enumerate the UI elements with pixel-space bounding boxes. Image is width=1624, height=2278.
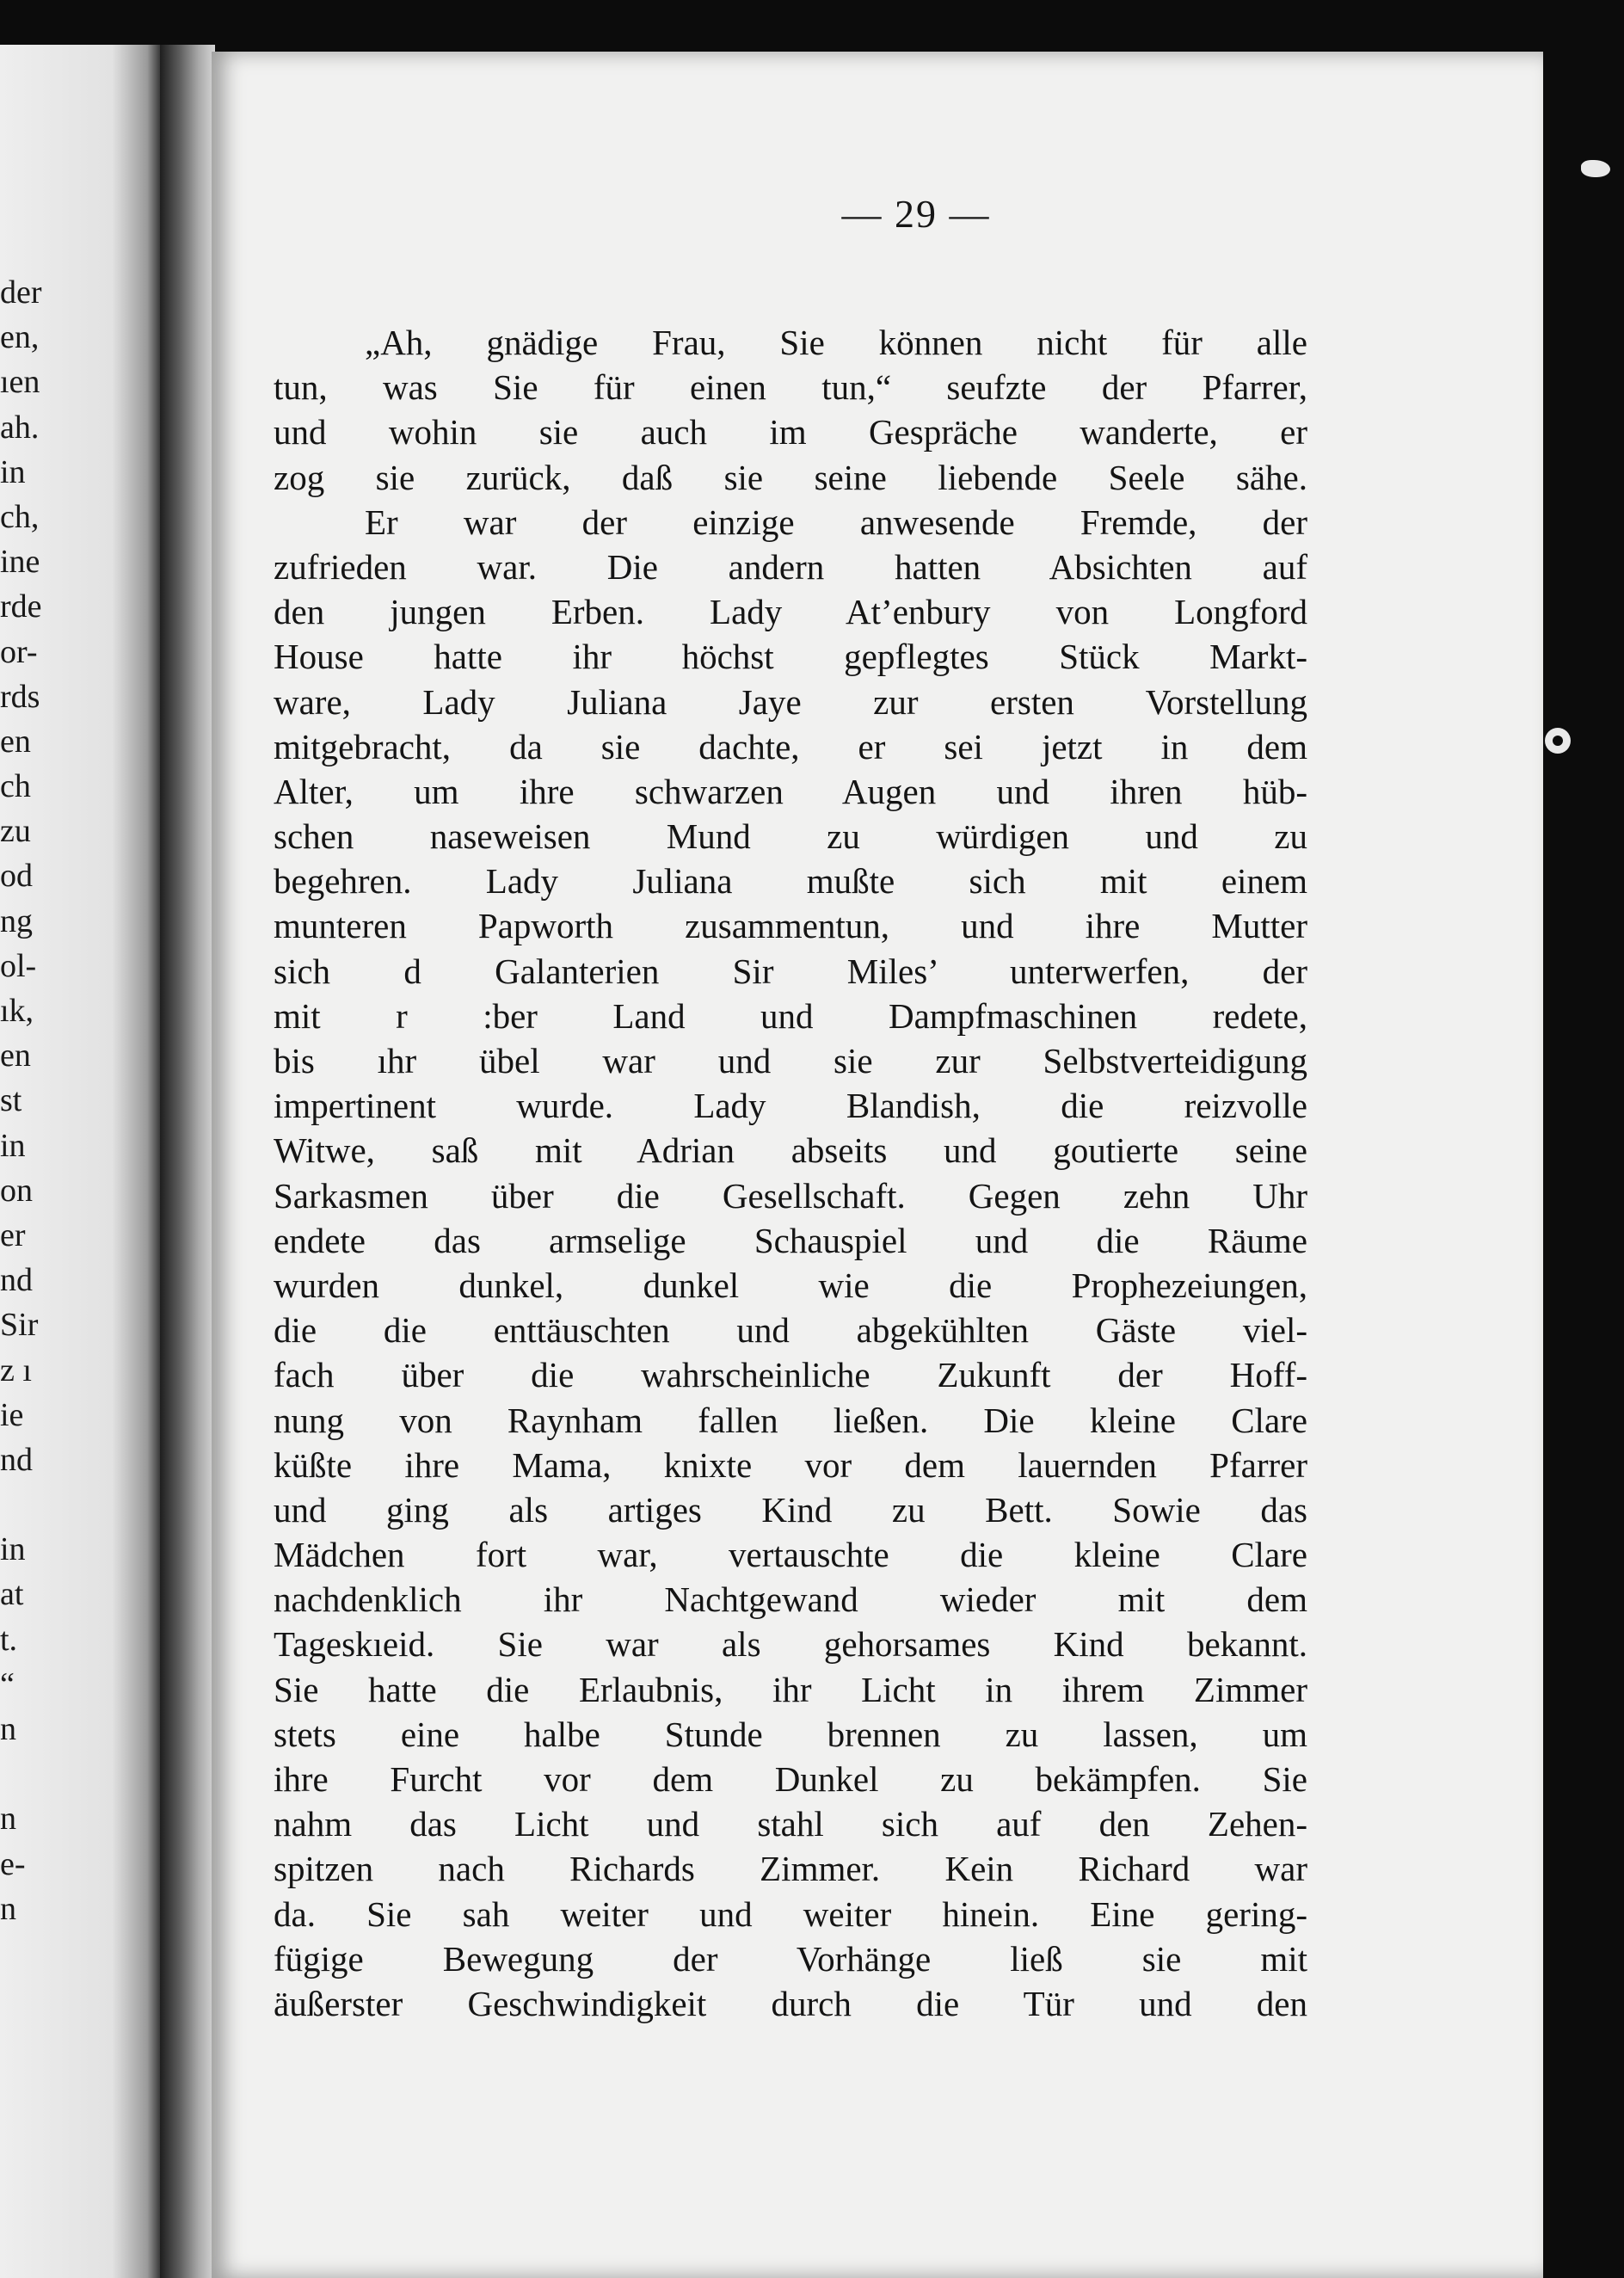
left-fragment-line: e-: [0, 1845, 26, 1882]
left-fragment-line: st: [0, 1082, 22, 1119]
text-line: da. Sie sah weiter und weiter hinein. Eine gering-: [274, 1893, 1307, 1934]
scan-speck-mark: [1581, 160, 1610, 177]
left-page-text-fragments: [0, 270, 42, 1931]
left-fragment-line: [0, 1482, 42, 1527]
text-line: mitgebracht, da sie dachte, er sei jetzt in dem: [274, 726, 1307, 767]
left-fragment-line: ol-: [0, 947, 37, 984]
text-line: Er war der einzige anwesende Fremde, der: [365, 502, 1307, 542]
text-line: stets eine halbe Stunde brennen zu lassen, um: [274, 1714, 1307, 1754]
left-fragment-line: ah.: [0, 409, 40, 446]
text-line: fach über die wahrscheinliche Zukunft der Hoff-: [274, 1355, 1307, 1395]
left-fragment-line: n: [0, 1801, 16, 1838]
left-fragment-line: ch: [0, 768, 31, 805]
left-fragment-line: n: [0, 1711, 16, 1747]
left-fragment-line: ık,: [0, 993, 34, 1029]
text-line: impertinent wurde. Lady Blandish, die reizvolle: [274, 1086, 1307, 1126]
left-fragment-line: rde: [0, 588, 42, 625]
text-line: nung von Raynham fallen ließen. Die kleine Clare: [274, 1400, 1307, 1440]
left-fragment-line: ch,: [0, 498, 40, 535]
left-fragment-line: ıen: [0, 364, 40, 401]
body-text: [274, 320, 1307, 2026]
text-line: „Ah, gnädige Frau, Sie können nicht für alle: [365, 323, 1307, 362]
text-line: Mädchen fort war, vertauschte die kleine Clare: [274, 1535, 1307, 1575]
left-fragment-line: od: [0, 858, 33, 895]
scan-right-border: [1543, 45, 1624, 2278]
text-line: tun, was Sie für einen tun,“ seufzte der Pfarrer,: [274, 367, 1307, 408]
book-gutter-shadow: [160, 45, 215, 2278]
text-line: Sarkasmen über die Gesellschaft. Gegen zehn Uhr: [274, 1175, 1307, 1216]
left-fragment-line: zu: [0, 813, 31, 850]
left-fragment-line: Sir: [0, 1307, 39, 1344]
text-line: Tageskıeid. Sie war als gehorsames Kind bekannt.: [274, 1624, 1307, 1665]
left-fragment-line: or-: [0, 633, 38, 670]
text-line: zog sie zurück, daß sie seine liebende Seele sähe.: [274, 457, 1307, 497]
text-line: sich d Galanterien Sir Miles’ unterwerfen, der: [274, 951, 1307, 991]
left-fragment-line: ng: [0, 902, 33, 939]
text-line: mit r :ber Land und Dampfmaschinen redete,: [274, 995, 1307, 1036]
text-line: fügige Bewegung der Vorhänge ließ sie mit: [274, 1938, 1307, 1979]
left-fragment-line: in: [0, 1531, 26, 1568]
text-line: Sie hatte die Erlaubnis, ihr Licht in ihrem Zimmer: [274, 1669, 1307, 1709]
left-fragment-line: ine: [0, 544, 40, 581]
left-fragment-line: ie: [0, 1396, 24, 1433]
left-fragment-line: in: [0, 1127, 26, 1164]
left-fragment-line: t.: [0, 1621, 18, 1658]
left-fragment-line: at: [0, 1576, 24, 1613]
text-line: den jungen Erben. Lady At’enbury von Longford: [274, 592, 1307, 632]
left-fragment-line: en: [0, 1037, 31, 1074]
left-fragment-line: nd: [0, 1262, 33, 1299]
text-line: und ging als artiges Kind zu Bett. Sowie das: [274, 1489, 1307, 1530]
left-fragment-line: nd: [0, 1441, 33, 1478]
text-line: zufrieden war. Die andern hatten Absichten auf: [274, 546, 1307, 587]
page-number: — 29 —: [841, 192, 991, 236]
text-line: wurden dunkel, dunkel wie die Prophezeiungen,: [274, 1265, 1307, 1305]
text-line: nahm das Licht und stahl sich auf den Zehen-: [274, 1804, 1307, 1844]
left-fragment-line: n: [0, 1890, 16, 1927]
left-facing-page: [0, 45, 160, 2278]
text-line: Witwe, saß mit Adrian abseits und goutierte seine: [274, 1130, 1307, 1171]
text-line: munteren Papworth zusammentun, und ihre Mutter: [274, 906, 1307, 946]
left-fragment-line: on: [0, 1172, 33, 1209]
text-line: endete das armselige Schauspiel und die Räume: [274, 1220, 1307, 1260]
binding-hole-mark: [1545, 728, 1571, 754]
text-line: küßte ihre Mama, knixte vor dem lauernden Pfarrer: [274, 1444, 1307, 1485]
left-fragment-line: er: [0, 1216, 26, 1253]
left-fragment-line: en,: [0, 319, 40, 356]
text-line: schen naseweisen Mund zu würdigen und zu: [274, 816, 1307, 857]
text-line: begehren. Lady Juliana mußte sich mit einem: [274, 861, 1307, 902]
right-page: [212, 52, 1543, 2278]
text-line: die die enttäuschten und abgekühlten Gäste viel-: [274, 1310, 1307, 1351]
left-fragment-line: “: [0, 1665, 15, 1702]
left-fragment-line: in: [0, 453, 26, 490]
text-line: House hatte ihr höchst gepflegtes Stück Markt-: [274, 637, 1307, 677]
text-line: äußerster Geschwindigkeit durch die Tür und den: [274, 1983, 1307, 2023]
text-line: bis ıhr übel war und sie zur Selbstverteidigung: [274, 1041, 1307, 1081]
text-line: und wohin sie auch im Gespräche wanderte, er: [274, 412, 1307, 453]
left-fragment-line: z ı: [0, 1351, 32, 1388]
text-line: ihre Furcht vor dem Dunkel zu bekämpfen. Sie: [274, 1759, 1307, 1799]
text-line: nachdenklich ihr Nachtgewand wieder mit dem: [274, 1579, 1307, 1620]
left-fragment-line: [0, 1752, 42, 1796]
left-fragment-line: der: [0, 274, 42, 311]
text-line: ware, Lady Juliana Jaye zur ersten Vorstellung: [274, 681, 1307, 722]
left-fragment-line: rds: [0, 678, 40, 715]
left-fragment-line: en: [0, 723, 31, 760]
text-line: spitzen nach Richards Zimmer. Kein Richard war: [274, 1849, 1307, 1889]
text-line: Alter, um ihre schwarzen Augen und ihren hüb-: [274, 771, 1307, 811]
